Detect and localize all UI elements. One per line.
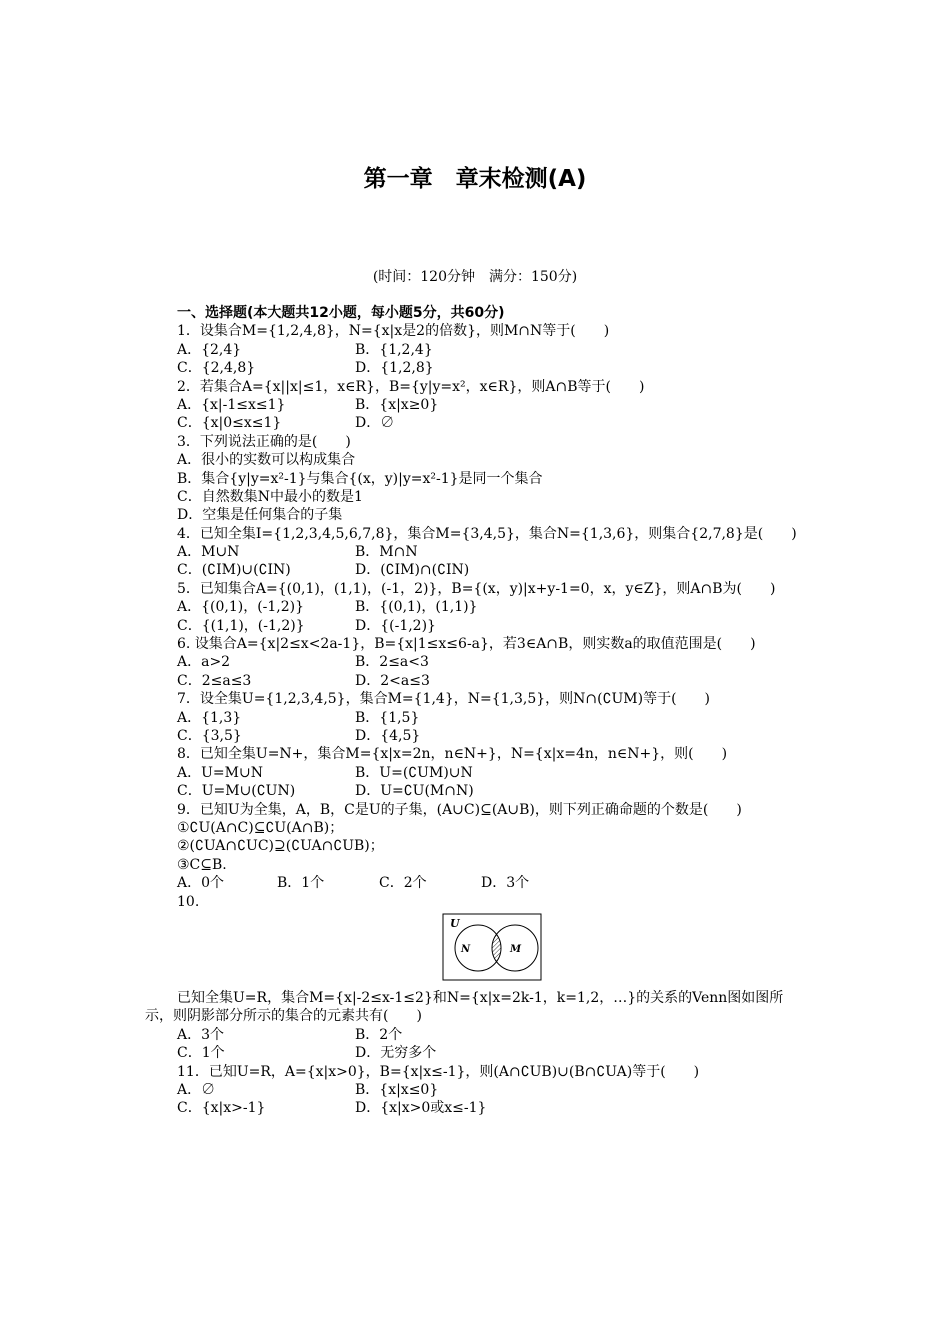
option-row (145, 764, 810, 782)
question-line: ③C⊆B. (177, 856, 227, 873)
question-line: C．自然数集N中最小的数是1 (177, 488, 363, 505)
answer-option: C．2≤a≤3 (177, 672, 252, 689)
question-9: 9．已知U为全集，A，B，C是U的子集，(A∪C)⊆(A∪B)，则下列正确命题的个数是( ) (177, 801, 742, 818)
answer-option: D．无穷多个 (355, 1045, 437, 1062)
answer-option: B．{1,5} (355, 709, 420, 726)
answer-option: C．{(1,1)，(-1,2)} (177, 617, 305, 634)
label-n: N (461, 943, 471, 955)
option-row (145, 359, 810, 377)
option-row (145, 782, 810, 800)
question-6: 6. 设集合A={x|2≤x<2a-1}，B={x|1≤x≤6-a}，若3∈A∩B，则实数a的取值范围是( ) (177, 636, 756, 653)
question-line: 1．设集合M={1,2,4,8}，N={x|x是2的倍数}，则M∩N等于( ) (177, 323, 610, 340)
page-title: 第一章 章末检测(A) (363, 166, 587, 192)
question-group-1 (145, 322, 810, 524)
option-row (145, 598, 810, 616)
answer-option: C．{x|0≤x≤1} (177, 415, 282, 432)
answer-option: C．{3,5} (177, 728, 242, 745)
answer-option: A．{(0,1)，(-1,2)} (177, 599, 305, 616)
venn-diagram-figure (442, 913, 542, 981)
question-line: 10. (177, 893, 200, 910)
answer-option: A．{2,4} (177, 341, 242, 358)
exam-info: (时间：120分钟 满分：150分) (372, 269, 578, 285)
answer-option: A．3个 (177, 1026, 225, 1043)
answer-option: C．{2,4,8} (177, 360, 256, 377)
option-row (145, 1026, 810, 1044)
question-5: 5．已知集合A={(0,1)，(1,1)，(-1，2)}，B={(x，y)|x+y-1=0，x，y∈Z}，则A∩B为( ) (177, 580, 776, 597)
answer-option: C．1个 (177, 1045, 225, 1062)
option-row (145, 617, 810, 635)
option-row (145, 653, 810, 671)
answer-option: D．2<a≤3 (355, 672, 430, 689)
answer-option: A．{x|-1≤x≤1} (177, 396, 286, 413)
question-line: 3．下列说法正确的是( ) (177, 433, 351, 450)
question-line: 2．若集合A={x||x|≤1，x∈R}，B={y|y=x²，x∈R}，则A∩B等于( ) (177, 378, 645, 395)
answer-option: A．0个 (177, 875, 225, 892)
question-line: ②(∁UA∩∁UC)⊇(∁UA∩∁UB)； (177, 838, 384, 855)
option-row (145, 341, 810, 359)
answer-option: B．U=(∁UM)∪N (355, 764, 473, 781)
answer-option: B．{x|x≤0} (355, 1081, 439, 1098)
label-u: U (450, 916, 460, 930)
answer-option: B．M∩N (355, 544, 418, 561)
option-row (145, 1081, 810, 1099)
answer-option: B．{(0,1)，(1,1)} (355, 599, 478, 616)
question-line: B．集合{y|y=x²-1}与集合{(x，y)|y=x²-1}是同一个集合 (177, 470, 543, 487)
answer-option: D．{1,2,8} (355, 360, 434, 377)
option-row (145, 543, 810, 561)
question-group-2 (145, 543, 810, 580)
answer-option: B．2个 (355, 1026, 403, 1043)
answer-option: D．3个 (481, 875, 530, 892)
option-row (145, 672, 810, 690)
question-4: 4．已知全集I={1,2,3,4,5,6,7,8}，集合M={3,4,5}，集合N={1,3,6}，则集合{2,7,8}是( ) (177, 525, 797, 542)
answer-option: C．U=M∪(∁UN) (177, 783, 296, 800)
question-line: 8．已知全集U=N+，集合M={x|x=2n，n∈N+}，N={x|x=4n，n∈N+}，则( ) (177, 746, 728, 763)
answer-option: C．{x|x>-1} (177, 1100, 266, 1117)
question-line: 7．设全集U={1,2,3,4,5}，集合M={1,4}，N={1,3,5}，则N∩(∁UM)等于( ) (177, 691, 711, 708)
answer-option: C．(∁IM)∪(∁IN) (177, 562, 291, 579)
answer-option: B．2≤a<3 (355, 654, 429, 671)
answer-option: B．{1,2,4} (355, 341, 433, 358)
question-body (145, 304, 810, 1118)
option-row (145, 1099, 810, 1117)
question-line: 11．已知U=R，A={x|x>0}，B={x|x≤-1}，则(A∩∁UB)∪(B∩∁UA)等于( ) (177, 1063, 700, 1080)
venn-diagram (145, 913, 810, 985)
answer-option: D．∅ (355, 415, 395, 432)
answer-option: A．M∪N (177, 544, 240, 561)
option-row (145, 561, 810, 579)
option-row (145, 874, 810, 892)
question-line: A．很小的实数可以构成集合 (177, 452, 356, 469)
answer-option: D．{(-1,2)} (355, 617, 436, 634)
label-m: M (510, 943, 522, 955)
question-line: ①∁U(A∩C)⊆∁U(A∩B)； (177, 820, 344, 836)
answer-option: A．U=M∪N (177, 764, 263, 781)
answer-option: D．{x|x>0或x≤-1} (355, 1100, 487, 1117)
option-row (145, 396, 810, 414)
option-row (145, 727, 810, 745)
question-line: D．空集是任何集合的子集 (177, 507, 343, 524)
answer-option: A．∅ (177, 1081, 216, 1098)
answer-option: B．{x|x≥0} (355, 396, 439, 413)
question-group-4 (145, 653, 810, 800)
answer-option: B．1个 (277, 875, 325, 892)
section-header: 一、选择题(本大题共12小题，每小题5分，共60分) (177, 305, 505, 321)
answer-option: A．{1,3} (177, 709, 242, 726)
question-group-3 (145, 598, 810, 635)
question-group-5 (145, 819, 810, 911)
answer-option: A．a>2 (177, 654, 231, 671)
answer-option: D．{4,5} (355, 728, 421, 745)
option-row (145, 414, 810, 432)
answer-option: D．(∁IM)∩(∁IN) (355, 562, 470, 579)
option-row (145, 1044, 810, 1062)
question-group-6 (145, 1026, 810, 1118)
option-row (145, 709, 810, 727)
question-10-text: 已知全集U=R，集合M={x|-2≤x-1≤2}和N={x|x=2k-1，k=1,2，…}的关系的Venn图如图所示，则阴影部分所示的集合的元素共有( ) (145, 989, 784, 1025)
answer-option: D．U=∁U(M∩N) (355, 783, 474, 800)
answer-option: C．2个 (379, 875, 427, 892)
